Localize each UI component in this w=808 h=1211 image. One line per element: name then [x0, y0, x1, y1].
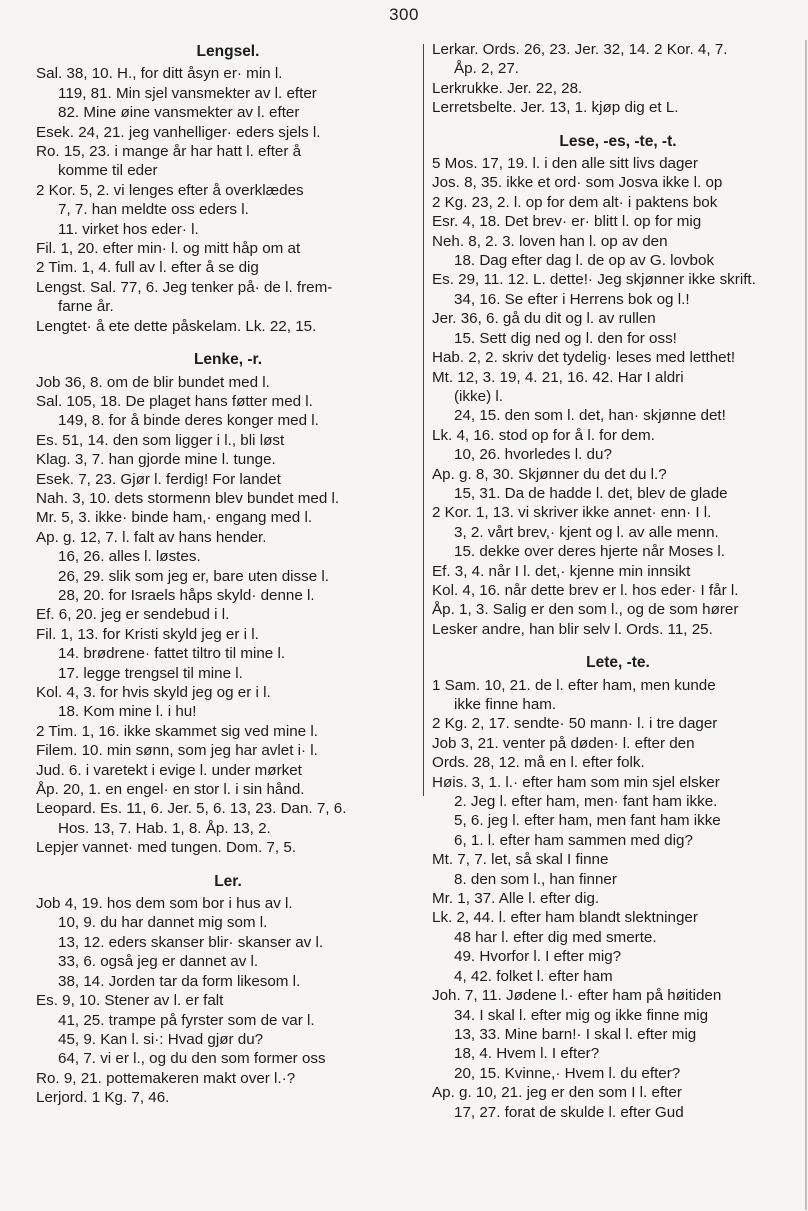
entry-continuation: 33, 6. også jeg er dannet av l. [58, 953, 259, 971]
entry-line: Ords. 28, 12. må en l. efter folk. [432, 754, 645, 772]
entry-line: Lerjord. 1 Kg. 7, 46. [36, 1089, 170, 1107]
page-edge [805, 40, 807, 1210]
entry-line: Ap. g. 8, 30. Skjønner du det du l.? [432, 465, 667, 483]
entry-continuation: 3, 2. vårt brev,· kjent og l. av alle menn. [454, 523, 719, 541]
entry-line: 2 Kor. 5, 2. vi lenges efter å overklædes [36, 181, 304, 199]
entry-continuation: 14. brødrene· fattet tiltro til mine l. [58, 645, 286, 663]
section-heading: Lese, -es, -te, -t. [559, 132, 677, 150]
entry-line: 2 Kg. 2, 17. sendte· 50 mann· l. i tre dager [432, 715, 718, 733]
entry-line: Neh. 8, 2. 3. loven han l. op av den [432, 232, 668, 250]
entry-line: Ef. 6, 20. jeg er sendebud i l. [36, 606, 230, 624]
entry-line: Lepjer vannet· med tungen. Dom. 7, 5. [36, 839, 297, 857]
entry-line: Fil. 1, 20. efter min· l. og mitt håp om at [36, 240, 301, 258]
entry-continuation: 119, 81. Min sjel vansmekter av l. efter [58, 84, 317, 102]
entry-continuation: 16, 26. alles l. løstes. [58, 548, 201, 566]
entry-continuation: farne år. [58, 298, 114, 316]
entry-line: Ro. 9, 21. pottemakeren makt over l.·? [36, 1069, 296, 1087]
entry-line: Lerretsbelte. Jer. 13, 1. kjøp dig et L. [432, 99, 679, 117]
entry-line: Leopard. Es. 11, 6. Jer. 5, 6. 13, 23. Dan. 7, 6. [36, 800, 347, 818]
entry-continuation: 45, 9. Kan l. si·: Hvad gjør du? [58, 1030, 264, 1048]
entry-continuation: 6, 1. l. efter ham sammen med dig? [454, 831, 693, 849]
entry-continuation: 10, 26. hvorledes l. du? [454, 446, 612, 464]
entry-continuation: 18. Dag efter dag l. de op av G. lovbok [454, 252, 715, 270]
entry-line: 1 Sam. 10, 21. de l. efter ham, men kunde [432, 676, 716, 694]
entry-line: Esek. 7, 23. Gjør l. ferdig! For landet [36, 470, 281, 488]
entry-line: 2 Tim. 1, 16. ikke skammet sig ved mine l. [36, 722, 318, 740]
entry-line: Høis. 3, 1. l.· efter ham som min sjel elsker [432, 773, 720, 791]
entry-continuation: 34. I skal l. efter mig og ikke finne mig [454, 1006, 709, 1024]
entry-line: Lengst. Sal. 77, 6. Jeg tenker på· de l. frem- [36, 278, 333, 296]
entry-line: Sal. 105, 18. De plaget hans føtter med l. [36, 392, 313, 410]
entry-line: Job 4, 19. hos dem som bor i hus av l. [36, 895, 293, 913]
entry-continuation: 24, 15. den som l. det, han· skjønne det! [454, 407, 726, 425]
entry-continuation: 15, 31. Da de hadde l. det, blev de glade [454, 484, 728, 502]
entry-continuation: 15. Sett dig ned og l. den for oss! [454, 329, 677, 347]
entry-line: Mt. 7, 7. let, så skal I finne [432, 851, 609, 869]
entry-line: Es. 9, 10. Stener av l. er falt [36, 992, 224, 1010]
page-number: 300 [389, 5, 419, 24]
entry-continuation: komme til eder [58, 162, 158, 180]
entry-continuation: (ikke) l. [454, 387, 503, 405]
entry-line: Joh. 7, 11. Jødene l.· efter ham på høitiden [432, 987, 722, 1005]
entry-continuation: 38, 14. Jorden tar da form likesom l. [58, 972, 301, 990]
entry-continuation: Åp. 2, 27. [454, 60, 520, 78]
entry-line: Fil. 1, 13. for Kristi skyld jeg er i l. [36, 625, 259, 643]
entry-line: Esek. 24, 21. jeg vanhelliger· eders sjels l. [36, 123, 321, 141]
entry-continuation: 18, 4. Hvem l. I efter? [454, 1045, 600, 1063]
entry-continuation: ikke finne ham. [454, 696, 557, 713]
entry-line: Ap. g. 12, 7. l. falt av hans hender. [36, 528, 267, 546]
entry-continuation: Hos. 13, 7. Hab. 1, 8. Åp. 13, 2. [58, 819, 271, 837]
entry-line: Ap. g. 10, 21. jeg er den som I l. efter [432, 1084, 682, 1102]
entry-line: Job 3, 21. venter på døden· l. efter den [432, 734, 695, 752]
entry-line: Es. 29, 11. 12. L. dette!· Jeg skjønner ikke skrift. [432, 271, 756, 289]
entry-line: Lengtet· å ete dette påskelam. Lk. 22, 15. [36, 317, 317, 335]
entry-line: Ef. 3, 4. når I l. det,· kjenne min innsikt [432, 562, 691, 580]
entry-line: Nah. 3, 10. dets stormenn blev bundet med l. [36, 489, 340, 507]
entry-line: Es. 51, 14. den som ligger i l., bli løst [36, 431, 285, 449]
entry-line: Jud. 6. i varetekt i evige l. under mørket [36, 761, 302, 779]
entry-continuation: 26, 29. slik som jeg er, bare uten disse l. [58, 567, 329, 585]
section-heading: Lengsel. [196, 43, 260, 60]
entry-line: Jer. 36, 6. gå du dit og l. av rullen [432, 310, 656, 328]
entry-line: Lesker andre, han blir selv l. Ords. 11, 25. [432, 620, 713, 638]
entry-line: Lerkrukke. Jer. 22, 28. [432, 79, 583, 97]
entry-continuation: 2. Jeg l. efter ham, men· fant ham ikke. [454, 793, 718, 811]
entry-line: Sal. 38, 10. H., for ditt åsyn er· min l. [36, 65, 283, 83]
column-divider [423, 44, 424, 796]
left-column [36, 40, 420, 1108]
entry-continuation: 4, 42. folket l. efter ham [454, 967, 613, 985]
entry-line: Åp. 1, 3. Salig er den som l., og de som hører [432, 601, 739, 619]
entry-line: Mr. 1, 37. Alle l. efter dig. [432, 890, 600, 908]
entry-continuation: 28, 20. for Israels håps skyld· denne l. [58, 586, 315, 604]
entry-continuation: 13, 33. Mine barn!· I skal l. efter mig [454, 1025, 697, 1043]
entry-continuation: 34, 16. Se efter i Herrens bok og l.! [454, 290, 690, 308]
entry-line: Mt. 12, 3. 19, 4. 21, 16. 42. Har I aldri [432, 368, 684, 386]
entry-line: Mr. 5, 3. ikke· binde ham,· engang med l. [36, 509, 313, 527]
entry-continuation: 13, 12. eders skanser blir· skanser av l. [58, 933, 324, 951]
entry-line: 2 Kor. 1, 13. vi skriver ikke annet· enn· I l. [432, 504, 712, 522]
entry-line: 2 Kg. 23, 2. l. op for dem alt· i paktens bok [432, 193, 718, 211]
entry-line: Lk. 4, 16. stod op for å l. for dem. [432, 426, 655, 444]
entry-line: 2 Tim. 1, 4. full av l. efter å se dig [36, 259, 259, 277]
entry-continuation: 17. legge trengsel til mine l. [58, 664, 243, 682]
entry-line: Hab. 2, 2. skriv det tydelig· leses med letthet! [432, 349, 736, 367]
entry-continuation: 15. dekke over deres hjerte når Moses l. [454, 543, 725, 561]
entry-continuation: 20, 15. Kvinne,· Hvem l. du efter? [454, 1064, 681, 1082]
entry-continuation: 5, 6. jeg l. efter ham, men fant ham ikke [454, 812, 721, 830]
entry-line: 5 Mos. 17, 19. l. i den alle sitt livs dager [432, 155, 698, 173]
section-heading: Lenke, -r. [193, 351, 263, 369]
entry-line: Ro. 15, 23. i mange år har hatt l. efter å [36, 143, 302, 161]
entry-line: Job 36, 8. om de blir bundet med l. [36, 373, 270, 391]
entry-line: Åp. 20, 1. en engel· en stor l. i sin hånd. [36, 781, 305, 799]
entry-line: Klag. 3, 7. han gjorde mine l. tunge. [36, 451, 276, 469]
entry-line: Lerkar. Ords. 26, 23. Jer. 32, 14. 2 Kor. 4, 7. [432, 41, 728, 58]
entry-continuation: 17, 27. forat de skulde l. efter Gud [454, 1103, 684, 1121]
entry-line: Esr. 4, 18. Det brev· er· blitt l. op for mig [432, 213, 702, 231]
entry-continuation: 49. Hvorfor l. I efter mig? [454, 948, 622, 966]
entry-continuation: 41, 25. trampe på fyrster som de var l. [58, 1011, 315, 1029]
entry-continuation: 18. Kom mine l. i hu! [58, 703, 197, 721]
section-heading: Lete, -te. [586, 654, 650, 672]
entry-line: Lk. 2, 44. l. efter ham blandt slektninger [432, 909, 698, 927]
entry-continuation: 10, 9. du har dannet mig som l. [58, 914, 268, 932]
entry-continuation: 7, 7. han meldte oss eders l. [58, 201, 249, 219]
entry-continuation: 48 har l. efter dig med smerte. [454, 928, 657, 946]
entry-line: Kol. 4, 16. når dette brev er l. hos eder· I får l. [432, 581, 739, 599]
section-heading: Ler. [214, 872, 242, 890]
entry-continuation: 8. den som l., han finner [454, 870, 617, 888]
entry-continuation: 64, 7. vi er l., og du den som former oss [58, 1050, 326, 1068]
entry-continuation: 82. Mine øine vansmekter av l. efter [58, 104, 300, 122]
entry-continuation: 11. virket hos eder· l. [58, 220, 199, 238]
entry-line: Kol. 4, 3. for hvis skyld jeg og er i l. [36, 684, 271, 701]
entry-line: Jos. 8, 35. ikke et ord· som Josva ikke l. op [432, 174, 723, 192]
entry-continuation: 149, 8. for å binde deres konger med l. [58, 412, 319, 430]
right-column [432, 40, 804, 1122]
entry-line: Filem. 10. min sønn, som jeg har avlet i· l. [36, 742, 318, 760]
